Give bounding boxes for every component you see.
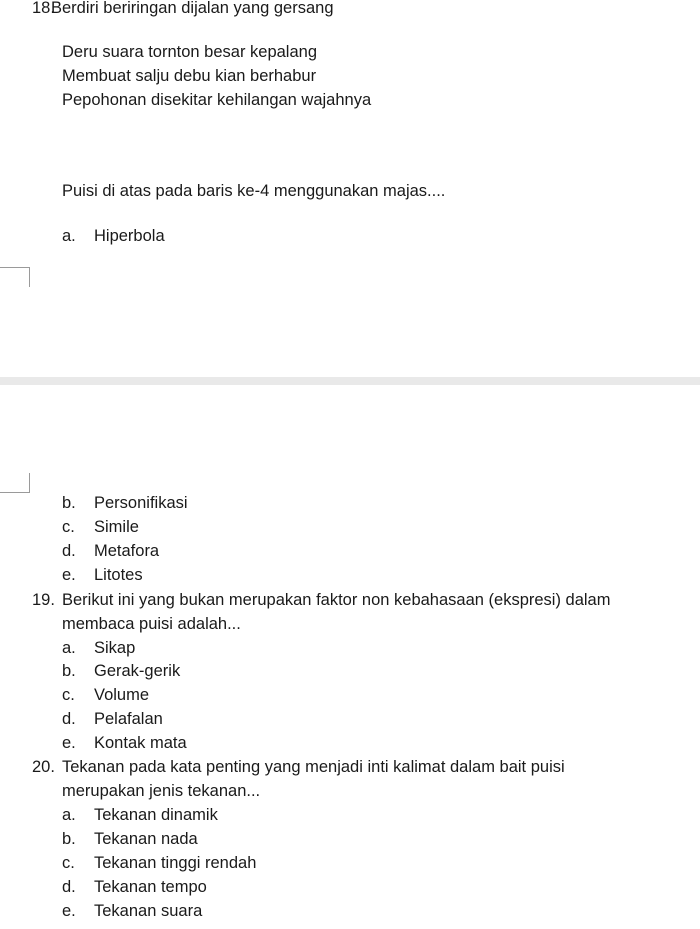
q19-option-b-text: Gerak-gerik bbox=[94, 662, 181, 680]
q19-option-d-text: Pelafalan bbox=[94, 710, 163, 728]
q19-option-c-letter: c. bbox=[62, 686, 75, 704]
question-19-text-line-2: membaca puisi adalah... bbox=[62, 615, 241, 633]
question-18-title: Berdiri beriringan dijalan yang gersang bbox=[51, 0, 334, 17]
q19-option-e-text: Kontak mata bbox=[94, 734, 187, 752]
q20-option-d-letter: d. bbox=[62, 878, 76, 896]
question-20-text-line-2: merupakan jenis tekanan... bbox=[62, 782, 261, 800]
q20-option-a-text: Tekanan dinamik bbox=[94, 806, 218, 824]
q19-option-c-text: Volume bbox=[94, 686, 150, 704]
q19-option-d-letter: d. bbox=[62, 710, 76, 728]
page-corner-mark bbox=[0, 267, 30, 287]
q19-option-a-letter: a. bbox=[62, 639, 76, 657]
q18-option-b-text: Personifikasi bbox=[94, 494, 188, 512]
q19-option-a-text: Sikap bbox=[94, 639, 136, 657]
q18-option-a-letter: a. bbox=[62, 227, 76, 245]
q20-option-d-text: Tekanan tempo bbox=[94, 878, 207, 896]
page-separator bbox=[0, 377, 700, 385]
q18-option-c-letter: c. bbox=[62, 518, 75, 536]
q18-option-e-letter: e. bbox=[62, 566, 76, 584]
q20-option-e-letter: e. bbox=[62, 902, 76, 920]
question-19-text-line-1: Berikut ini yang bukan merupakan faktor non kebahasaan (ekspresi) dalam bbox=[62, 591, 611, 609]
question-20-number: 20. bbox=[32, 758, 55, 776]
q18-option-b-letter: b. bbox=[62, 494, 76, 512]
q20-option-c-letter: c. bbox=[62, 854, 75, 872]
q20-option-a-letter: a. bbox=[62, 806, 76, 824]
question-18-number: 18. bbox=[32, 0, 55, 17]
q20-option-b-text: Tekanan nada bbox=[94, 830, 198, 848]
poem-line-1: Deru suara tornton besar kepalang bbox=[62, 43, 317, 61]
q19-option-b-letter: b. bbox=[62, 662, 76, 680]
q20-option-b-letter: b. bbox=[62, 830, 76, 848]
page-corner-mark bbox=[0, 473, 30, 493]
q19-option-e-letter: e. bbox=[62, 734, 76, 752]
q20-option-c-text: Tekanan tinggi rendah bbox=[94, 854, 257, 872]
q18-option-a-text: Hiperbola bbox=[94, 227, 165, 245]
q18-option-d-letter: d. bbox=[62, 542, 76, 560]
question-19-number: 19. bbox=[32, 591, 55, 609]
q20-option-e-text: Tekanan suara bbox=[94, 902, 203, 920]
q18-option-e-text: Litotes bbox=[94, 566, 143, 584]
q18-option-c-text: Simile bbox=[94, 518, 139, 536]
poem-line-2: Membuat salju debu kian berhabur bbox=[62, 67, 317, 85]
question-18-prompt: Puisi di atas pada baris ke-4 menggunakan majas.... bbox=[62, 182, 446, 200]
q18-option-d-text: Metafora bbox=[94, 542, 160, 560]
poem-line-3: Pepohonan disekitar kehilangan wajahnya bbox=[62, 91, 372, 109]
question-20-text-line-1: Tekanan pada kata penting yang menjadi inti kalimat dalam bait puisi bbox=[62, 758, 565, 776]
